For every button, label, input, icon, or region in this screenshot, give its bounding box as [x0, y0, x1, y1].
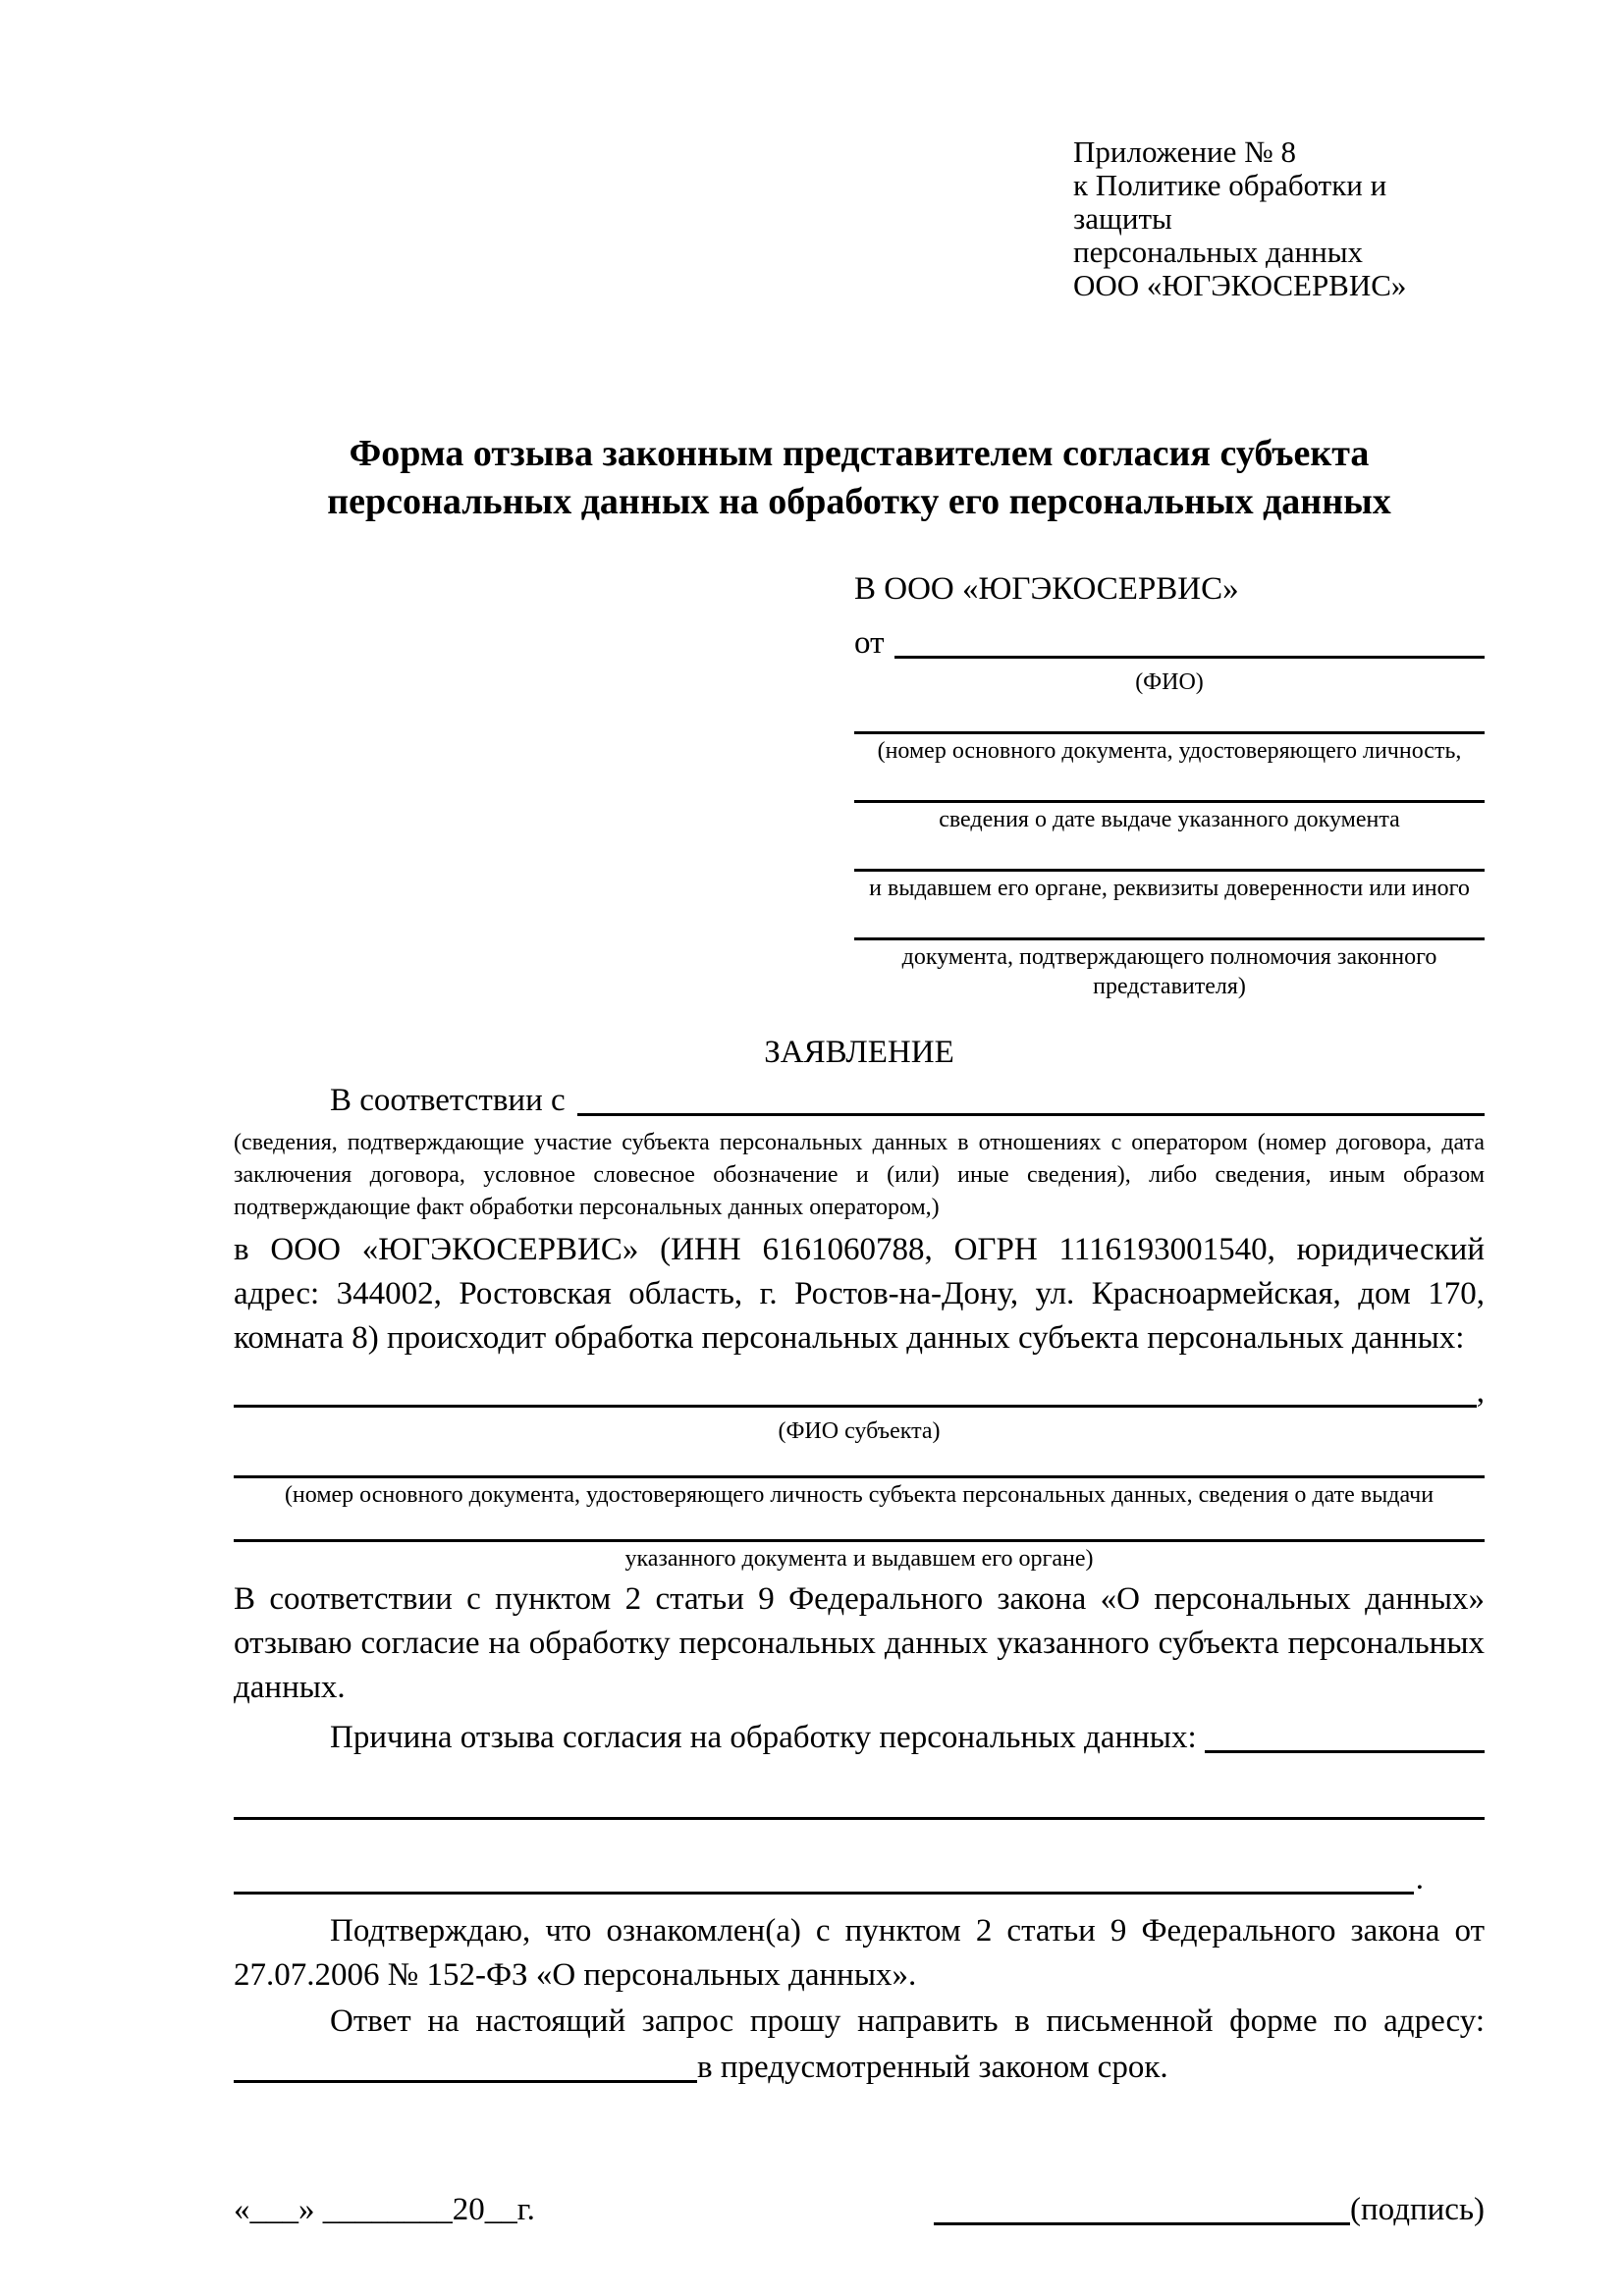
intro-row — [234, 1079, 1485, 1123]
fio-caption: (ФИО) — [1135, 669, 1204, 695]
doc-blank-line-2 — [854, 781, 1485, 803]
withdrawal-paragraph: В соответствии с пунктом 2 статьи 9 Федерального закона «О персональных данных» отзываю согласие на обработку персональных данных указанного субъекта персональных данных. — [234, 1581, 1485, 1705]
reason-blank-line-short — [1205, 1716, 1485, 1753]
subject-fio-blank-line — [234, 1370, 1477, 1408]
intro-footnote: (сведения, подтверждающие участие субъекта персональных данных в отношениях с оператором (номер договора, дата заключения договора, условное словесное обозначение и (или) иные сведения), либо сведения, иным образом подтверждающие факт обработки персональных данных оператором,) — [234, 1130, 1485, 1220]
reason-blank-line-2 — [234, 1857, 1414, 1895]
document-content — [234, 135, 1485, 2232]
reply-address-row — [234, 2046, 1485, 2090]
signature-group — [934, 2188, 1485, 2232]
from-label: от — [854, 625, 885, 661]
reason-prefix: Причина отзыва согласия на обработку персональных данных: — [330, 1720, 1197, 1755]
operator-paragraph: в ООО «ЮГЭКОСЕРВИС» (ИНН 6161060788, ОГРН 1116193001540, юридический адрес: 344002, Ростовская область, г. Ростов-на-Дону, ул. Красноармейская, дом 170, комната 8) происходит обработка персональных данных субъекта персональных данных: — [234, 1232, 1485, 1356]
subject-doc-caption-1: (номер основного документа, удостоверяющего личность субъекта персональных данных, сведения о дате выдачи — [284, 1482, 1435, 1508]
reply-suffix: в предусмотренный законом срок. — [697, 2050, 1168, 2085]
intro-blank-line — [577, 1079, 1485, 1116]
appendix-note-line-3: персональных данных — [1073, 235, 1364, 269]
reason-blank-row-2 — [234, 1857, 1485, 1901]
appendix-note-line-4: ООО «ЮГЭКОСЕРВИС» — [1073, 268, 1407, 302]
reply-address-blank-line — [234, 2046, 697, 2083]
doc-caption-2: сведения о дате выдаче указанного документа — [939, 807, 1400, 832]
subject-fio-caption: (ФИО субъекта) — [778, 1418, 941, 1444]
appendix-note — [1073, 135, 1485, 302]
date-line: «___» ________20__г. — [234, 2192, 535, 2227]
addressee-from-row — [854, 621, 1485, 666]
intro-prefix: В соответствии с — [330, 1083, 566, 1118]
statement-heading: ЗАЯВЛЕНИЕ — [764, 1035, 954, 1070]
subject-doc-caption-2: указанного документа и выдавшем его органе) — [624, 1546, 1094, 1572]
signature-caption: (подпись) — [1350, 2192, 1485, 2227]
subject-doc-blank-line-2 — [234, 1539, 1485, 1542]
reason-row — [234, 1716, 1485, 1760]
addressee-block — [854, 567, 1485, 1001]
footer-row — [234, 2188, 1485, 2232]
reason-line-period: . — [1415, 1861, 1424, 1896]
page-title — [234, 430, 1485, 526]
page-title-line-2: персональных данных на обработку его персональных данных — [327, 481, 1391, 522]
doc-blank-line-1 — [854, 713, 1485, 734]
reply-paragraph: Ответ на настоящий запрос прошу направить в письменной форме по адресу: — [330, 2003, 1485, 2039]
doc-blank-line-3 — [854, 850, 1485, 872]
reason-blank-line-1 — [234, 1817, 1485, 1820]
doc-blank-line-4 — [854, 919, 1485, 940]
subject-fio-suffix: , — [1476, 1374, 1485, 1410]
doc-caption-3: и выдавшем его органе, реквизиты доверенности или иного — [869, 876, 1470, 901]
appendix-note-line-2: к Политике обработки и защиты — [1073, 168, 1387, 236]
fio-blank-line — [894, 621, 1486, 659]
appendix-note-line-1: Приложение № 8 — [1073, 134, 1296, 169]
signature-blank-line — [934, 2188, 1350, 2225]
addressee-to: В ООО «ЮГЭКОСЕРВИС» — [854, 571, 1239, 607]
subject-doc-blank-line-1 — [234, 1475, 1485, 1478]
page-title-line-1: Форма отзыва законным представителем согласия субъекта — [349, 433, 1370, 474]
doc-caption-4: документа, подтверждающего полномочия законного представителя) — [901, 944, 1437, 999]
doc-caption-1: (номер основного документа, удостоверяющего личность, — [877, 738, 1462, 764]
confirm-paragraph: Подтверждаю, что ознакомлен(а) с пунктом 2 статьи 9 Федерального закона от 27.07.2006 № 152-ФЗ «О персональных данных». — [234, 1913, 1485, 1993]
subject-fio-row — [234, 1370, 1485, 1415]
